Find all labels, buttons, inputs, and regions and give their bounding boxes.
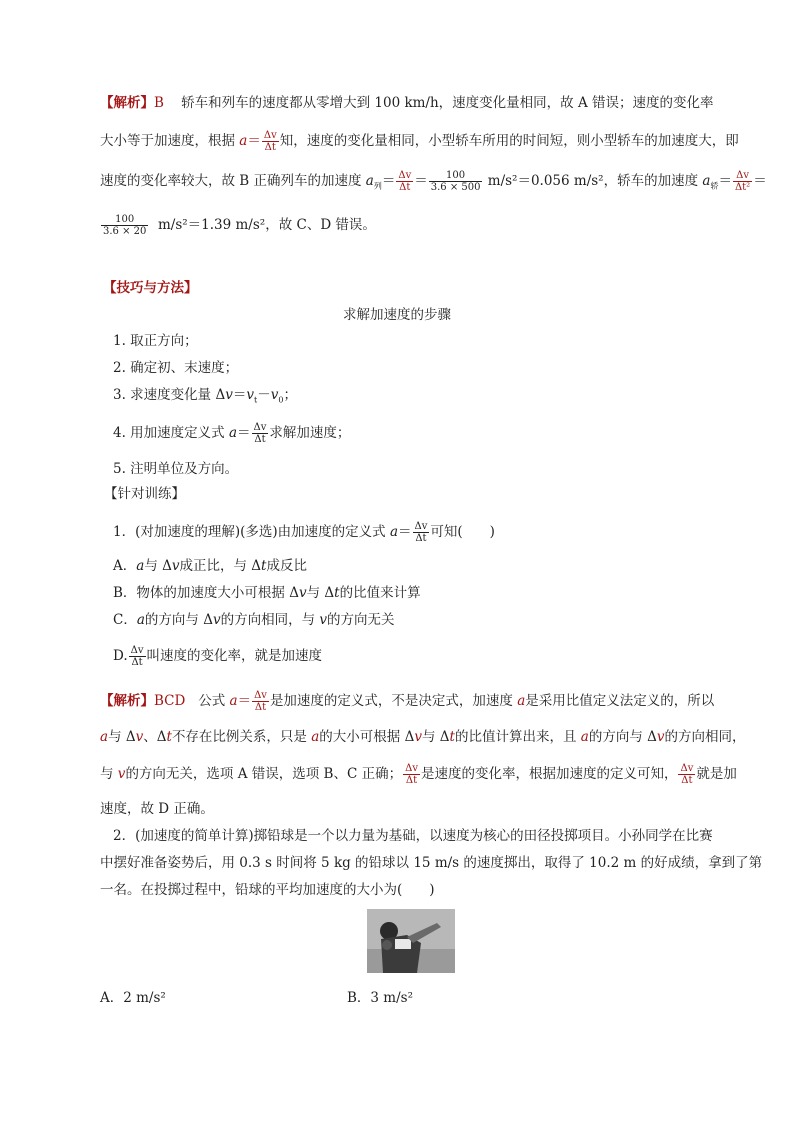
fraction-dv-dt <box>262 130 279 153</box>
symbol-eq: ＝ <box>753 173 767 189</box>
analysis-answer: BCD <box>154 693 186 709</box>
training-label: 【针对训练】 <box>104 486 185 502</box>
skills-label: 【技巧与方法】 <box>103 280 198 296</box>
q1-text: 叫速度的变化率，就是加速度 <box>146 648 323 664</box>
fraction-num: Δv <box>254 690 267 701</box>
fraction-den: Δt <box>405 775 418 786</box>
fraction-den: Δt <box>415 533 427 544</box>
analysis-text: 的方向与 Δ <box>588 729 657 745</box>
fraction-den: Δt <box>681 775 693 786</box>
analysis-text: 公式 <box>198 693 230 709</box>
analysis-label: 【解析】 <box>100 95 154 111</box>
step-5: 5. 注明单位及方向。 <box>113 461 239 477</box>
fraction-dv-dt <box>413 521 430 544</box>
fraction-den: Δt <box>254 702 267 713</box>
symbol-v0: v <box>270 387 279 403</box>
analysis-text: 是加速度的定义式，不是决定式，加速度 <box>269 693 518 709</box>
symbol-a: a <box>136 612 145 628</box>
q2-option-b: B．3 m/s² <box>347 990 413 1006</box>
q1-stem <box>113 521 495 544</box>
step-text: 4. 用加速度定义式 <box>113 425 229 441</box>
q1-text: 与 Δ <box>306 585 335 601</box>
analysis1-line2 <box>100 130 739 153</box>
analysis-text: m/s²＝1.39 m/s²，故 C、D 错误。 <box>157 217 376 233</box>
fraction-num: 100 <box>101 214 148 226</box>
symbol-eq: ＝ <box>247 133 261 149</box>
analysis-text: 的比值计算出来，且 <box>454 729 581 745</box>
symbol-eq: ＝ <box>718 173 732 189</box>
symbol-eq: ＝ <box>237 425 251 441</box>
athlete-illustration <box>367 909 455 973</box>
analysis2-line4: 速度，故 D 正确。 <box>100 801 214 817</box>
fraction-dv-dt <box>403 763 420 786</box>
symbol-t: t <box>166 729 172 745</box>
symbol-t: t <box>334 585 340 601</box>
q2-line3: 一名。在投掷过程中，铅球的平均加速度的大小为( ) <box>100 882 435 898</box>
q1-option-c <box>113 610 395 630</box>
step-text: ； <box>283 387 297 403</box>
fraction-den: Δt <box>254 434 266 445</box>
analysis-text: 的大小可根据 Δ <box>319 729 415 745</box>
symbol-a: a <box>100 729 109 745</box>
q1-text: B．物体的加速度大小可根据 Δ <box>113 585 299 601</box>
fraction-num: 100 <box>429 170 483 182</box>
analysis-text: 的方向无关，选项 A 错误，选项 B、C 正确； <box>125 766 403 782</box>
fraction-dv-dt <box>678 763 695 786</box>
q2-line1: 2．(加速度的简单计算)掷铅球是一个以力量为基础，以速度为核心的田径投掷项目。小孙同学在比赛 <box>113 828 713 844</box>
fraction-den: Δt² <box>734 182 751 193</box>
analysis1-line3 <box>100 170 767 197</box>
step-text: 3. 求速度变化量 Δ <box>113 387 226 403</box>
symbol-a: a <box>239 133 248 149</box>
symbol-v: v <box>171 558 180 574</box>
q1-text: 的方向与 Δ <box>144 612 213 628</box>
fraction-num: Δv <box>405 763 418 774</box>
symbol-a: a <box>389 524 399 540</box>
symbol-v: v <box>225 387 233 403</box>
fraction-num: Δv <box>253 422 267 433</box>
symbol-a: a <box>228 425 238 441</box>
fraction-num: Δv <box>130 645 144 656</box>
q1-text: 1．(对加速度的理解)(多选)由加速度的定义式 <box>113 524 390 540</box>
analysis-text: 知，速度的变化量相同，小型轿车所用的时间短，则小型轿车的加速度大，即 <box>279 133 739 149</box>
q2-line2: 中摆好准备姿势后，用 0.3 s 时间将 5 kg 的铅球以 15 m/s 的速度掷出，取得了 10.2 m 的好成绩，拿到了第 <box>100 855 763 871</box>
q2-option-a: A．2 m/s² <box>100 990 166 1006</box>
subscript-0: 0 <box>278 395 284 405</box>
fraction-den: 3.6 × 500 <box>430 182 481 193</box>
q1-text: 的方向无关 <box>327 612 395 628</box>
analysis-text: 不存在比例关系，只是 <box>171 729 312 745</box>
symbol-eq: ＝ <box>237 693 252 709</box>
step-4 <box>113 422 350 445</box>
analysis-text: 大小等于加速度，根据 <box>100 133 240 149</box>
step-text: ＝ <box>232 387 247 403</box>
symbol-a: a <box>136 558 145 574</box>
analysis-text: 是速度的变化率，根据加速度的定义可知， <box>420 766 678 782</box>
symbol-v: v <box>117 766 126 782</box>
fraction-dv-dt2 <box>733 170 752 193</box>
symbol-v: v <box>298 585 307 601</box>
q1-option-b <box>113 583 421 603</box>
fraction-num: Δv <box>398 170 412 181</box>
symbol-a: a <box>229 693 238 709</box>
subscript-train: 列 <box>373 181 382 191</box>
fraction-dv-dt <box>396 170 413 193</box>
fraction-train <box>429 170 483 193</box>
analysis1-line1 <box>100 93 714 113</box>
fraction-car <box>101 214 148 237</box>
analysis-text: 与 Δ <box>421 729 450 745</box>
symbol-a: a <box>311 729 320 745</box>
shot-put-photo <box>367 909 455 973</box>
step-3 <box>113 385 297 411</box>
symbol-a: a <box>580 729 589 745</box>
fraction-dv-dt <box>252 690 269 713</box>
q1-option-a <box>113 556 307 576</box>
q1-text: 成反比 <box>266 558 307 574</box>
fraction-num: Δv <box>733 170 752 182</box>
q1-text: 可知( ) <box>430 524 495 540</box>
symbol-v: v <box>656 729 665 745</box>
q1-option-d <box>113 645 322 668</box>
symbol-v: v <box>319 612 328 628</box>
fraction-dv-dt <box>252 422 269 445</box>
fraction-dv-dt <box>129 645 146 668</box>
q1-text: 的比值来计算 <box>339 585 421 601</box>
symbol-a: a <box>702 173 711 189</box>
analysis-text: 轿车和列车的速度都从零增大到 100 km/h，速度变化量相同，故 A 错误；速度的变化率 <box>181 95 714 111</box>
symbol-eq: ＝ <box>398 524 412 540</box>
fraction-den: Δt <box>264 142 276 153</box>
subscript-car: 轿 <box>710 181 719 191</box>
symbol-eq: ＝ <box>381 173 396 189</box>
analysis-label: 【解析】 <box>100 693 154 709</box>
symbol-vt: v <box>246 387 254 403</box>
analysis2-line1 <box>100 690 714 713</box>
symbol-v: v <box>212 612 221 628</box>
option-letter: A． <box>113 558 137 574</box>
fraction-den: Δt <box>399 182 411 193</box>
analysis-text: 、Δ <box>143 729 167 745</box>
option-letter: C． <box>113 612 137 628</box>
symbol-a: a <box>517 693 526 709</box>
analysis-text: 与 Δ <box>108 729 136 745</box>
q1-text: 与 Δ <box>144 558 172 574</box>
analysis2-line2 <box>100 727 746 747</box>
q1-text: 的方向相同，与 <box>220 612 320 628</box>
analysis-answer: B <box>154 95 164 111</box>
step-text: － <box>257 387 271 403</box>
analysis-text: 是采用比值定义法定义的，所以 <box>525 693 715 709</box>
subscript-t: t <box>254 395 258 405</box>
analysis-text: 就是加 <box>696 766 737 782</box>
fraction-den: Δt <box>131 657 143 668</box>
analysis-text: 速度的变化率较大，故 B 正确列车的加速度 <box>100 173 366 189</box>
symbol-a: a <box>365 173 374 189</box>
fraction-den: 3.6 × 20 <box>103 226 147 237</box>
analysis2-line3 <box>100 763 737 786</box>
option-letter: D. <box>113 648 128 664</box>
step-2: 2. 确定初、末速度； <box>113 360 239 376</box>
skills-title: 求解加速度的步骤 <box>343 307 451 323</box>
step-text: 求解加速度； <box>269 425 351 441</box>
analysis1-line4 <box>100 214 376 237</box>
symbol-t: t <box>449 729 455 745</box>
analysis-text: 的方向相同， <box>664 729 746 745</box>
fraction-num: Δv <box>414 521 428 532</box>
fraction-num: Δv <box>263 130 277 141</box>
step-1: 1. 取正方向； <box>113 333 198 349</box>
analysis-text: m/s²＝0.056 m/s²，轿车的加速度 <box>487 173 703 189</box>
symbol-v: v <box>414 729 422 745</box>
fraction-num: Δv <box>680 763 694 774</box>
q1-text: 成正比，与 Δ <box>179 558 262 574</box>
symbol-eq: ＝ <box>414 173 428 189</box>
analysis-text: 与 <box>100 766 118 782</box>
symbol-v: v <box>135 729 144 745</box>
symbol-t: t <box>261 558 267 574</box>
